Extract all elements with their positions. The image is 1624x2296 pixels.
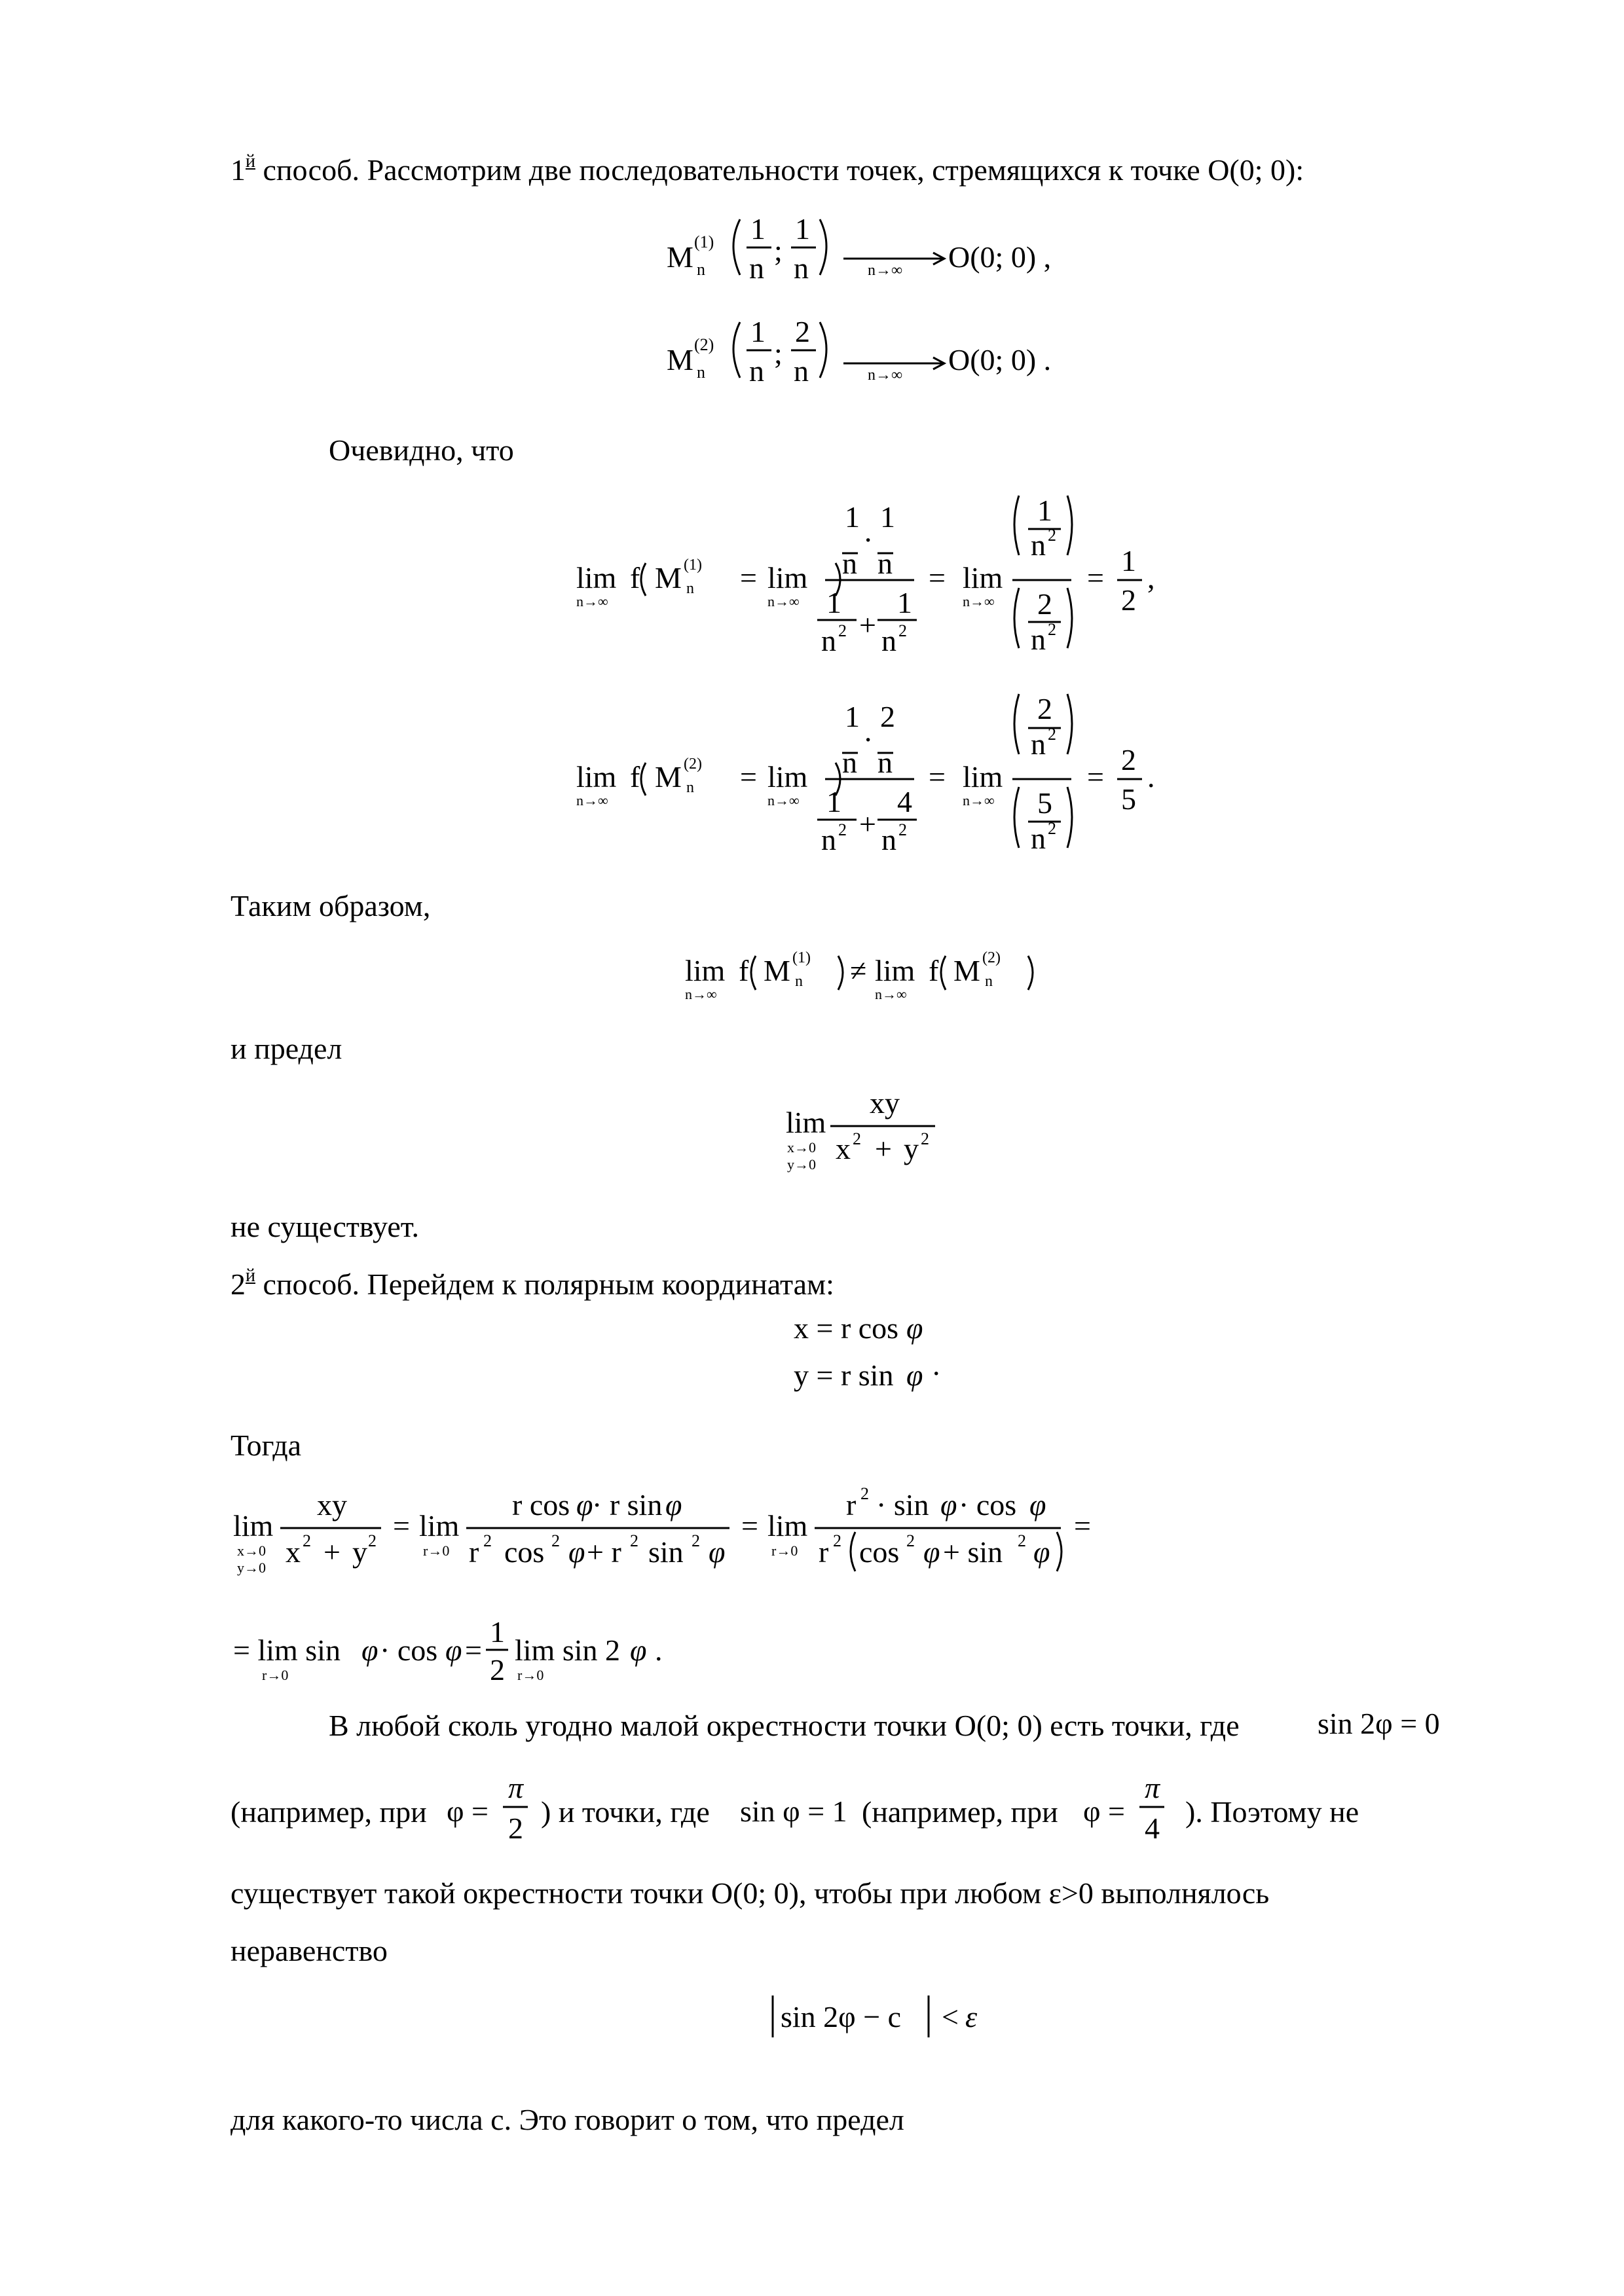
superscript: (2) bbox=[982, 949, 1001, 966]
subscript-n: n bbox=[985, 973, 993, 990]
lim-sub: n→∞ bbox=[767, 792, 800, 809]
numerator: 2 bbox=[1037, 692, 1052, 725]
paren-left bbox=[851, 1532, 855, 1571]
lim-sub: r→0 bbox=[423, 1542, 450, 1559]
lim-sub: n→∞ bbox=[767, 593, 800, 610]
paren-left bbox=[1014, 694, 1019, 754]
line2-d: lim sin 2 bbox=[515, 1633, 621, 1667]
denominator: n bbox=[881, 624, 896, 657]
numerator: 2 bbox=[1121, 743, 1136, 776]
frac1-den-a: r bbox=[469, 1535, 479, 1569]
paren-left bbox=[641, 563, 646, 596]
abs-expr: sin 2φ − c bbox=[781, 2000, 902, 2033]
denominator: n bbox=[749, 251, 764, 285]
phi: φ bbox=[940, 1488, 957, 1522]
phi: φ bbox=[445, 1633, 462, 1667]
exponent: 2 bbox=[838, 820, 847, 839]
denominator: 5 bbox=[1121, 782, 1136, 816]
target-point: O(0; 0) , bbox=[948, 240, 1052, 274]
M-symbol: M bbox=[655, 760, 682, 793]
semicolon: ; bbox=[774, 234, 783, 267]
eq-sign: = bbox=[1074, 1509, 1091, 1542]
target-point: O(0; 0) . bbox=[948, 343, 1052, 376]
exponent: 2 bbox=[906, 1531, 915, 1550]
phi-eq: φ = bbox=[447, 1795, 489, 1828]
exponent: 2 bbox=[1048, 620, 1056, 639]
period: . bbox=[1147, 760, 1155, 793]
phi: φ bbox=[906, 1358, 923, 1392]
frac1-den-c: + r bbox=[587, 1535, 621, 1569]
paren-left bbox=[751, 956, 756, 990]
den-x: x bbox=[286, 1535, 301, 1569]
lim: lim bbox=[767, 760, 808, 793]
paren-right bbox=[1067, 787, 1072, 848]
frac2-num-b: · sin bbox=[876, 1488, 929, 1522]
line2-e: . bbox=[655, 1633, 663, 1667]
frac2-den-a: r bbox=[819, 1535, 829, 1569]
para-neighborhood-a: В любой сколь угодно малой окрестности точки O(0; 0) есть точки, где bbox=[329, 1709, 1240, 1742]
numerator: 4 bbox=[897, 785, 912, 818]
superscript: (1) bbox=[694, 232, 714, 251]
exponent: 2 bbox=[303, 1531, 311, 1550]
pi-symbol: π bbox=[1145, 1771, 1160, 1804]
den-y: y bbox=[904, 1132, 919, 1165]
phi: φ bbox=[630, 1633, 647, 1667]
denominator: 2 bbox=[1121, 583, 1136, 617]
numerator: 2 bbox=[880, 700, 895, 733]
subscript-n: n bbox=[795, 973, 803, 990]
eq-sign: = bbox=[929, 760, 946, 793]
phi: φ bbox=[665, 1488, 682, 1522]
lim-sub: y→0 bbox=[787, 1156, 816, 1173]
lim: lim bbox=[963, 561, 1003, 594]
para-neighborhood-b4: ). Поэтому не bbox=[1185, 1795, 1359, 1829]
subscript-n: n bbox=[686, 580, 694, 597]
M-symbol: M bbox=[764, 954, 790, 987]
superscript: (1) bbox=[792, 949, 811, 966]
f-symbol: f bbox=[739, 954, 749, 987]
exponent: 2 bbox=[921, 1129, 929, 1148]
para-neighborhood-b1: (например, при bbox=[231, 1795, 427, 1829]
lim: lim bbox=[233, 1509, 274, 1542]
lim-sub: n→∞ bbox=[576, 593, 608, 610]
frac2-num-a: r bbox=[846, 1488, 857, 1522]
lim-sub: n→∞ bbox=[576, 792, 608, 809]
para-inequality-label: неравенство bbox=[231, 1934, 388, 1967]
numerator: 5 bbox=[1037, 786, 1052, 820]
para-conclusion: для какого-то числа c. Это говорит о том, что предел bbox=[231, 2103, 904, 2136]
frac2-den-b: cos bbox=[859, 1535, 900, 1569]
eq-sign: = bbox=[1087, 561, 1104, 594]
exponent: 2 bbox=[860, 1484, 869, 1503]
numerator: 1 bbox=[1037, 494, 1052, 527]
comma: , bbox=[1147, 561, 1155, 594]
exponent: 2 bbox=[692, 1531, 700, 1550]
numerator: 2 bbox=[795, 315, 810, 348]
plus: + bbox=[859, 608, 876, 642]
phi: φ bbox=[576, 1488, 593, 1522]
subscript-n: n bbox=[686, 779, 694, 796]
denominator: n bbox=[842, 547, 857, 580]
exponent: 2 bbox=[368, 1531, 377, 1550]
semicolon: ; bbox=[774, 337, 783, 370]
lim: lim bbox=[786, 1106, 826, 1139]
eq-sign: = bbox=[393, 1509, 410, 1542]
paren-right bbox=[1057, 1532, 1061, 1571]
line2-c: = bbox=[465, 1633, 482, 1667]
phi: φ bbox=[923, 1535, 940, 1569]
exponent: 2 bbox=[1048, 819, 1056, 838]
denominator: n bbox=[821, 823, 836, 856]
phi: φ bbox=[568, 1535, 585, 1569]
frac1-den-b: cos bbox=[504, 1535, 545, 1569]
phi: φ bbox=[709, 1535, 726, 1569]
exponent: 2 bbox=[838, 621, 847, 640]
para-neighborhood-c: существует такой окрестности точки O(0; 0), чтобы при любом ε>0 выполнялось bbox=[231, 1876, 1270, 1910]
superscript: (2) bbox=[684, 756, 702, 773]
lim-sub: n→∞ bbox=[875, 986, 907, 1002]
den-x: x bbox=[836, 1132, 851, 1165]
arrow-label: n→∞ bbox=[868, 262, 903, 279]
epsilon: ε bbox=[965, 2000, 978, 2033]
phi: φ bbox=[906, 1311, 923, 1345]
numerator: 1 bbox=[880, 500, 895, 534]
paren-right bbox=[820, 322, 826, 378]
exponent: 2 bbox=[853, 1129, 861, 1148]
eq-sign: = bbox=[740, 561, 757, 594]
lim: lim bbox=[875, 954, 915, 987]
frac2-num-c: · cos bbox=[959, 1488, 1017, 1522]
exponent: 2 bbox=[1048, 526, 1056, 545]
sin2phi-eq0: sin 2φ = 0 bbox=[1318, 1707, 1440, 1740]
paren-left bbox=[733, 219, 740, 275]
superscript: (2) bbox=[694, 335, 714, 354]
phi: φ bbox=[1033, 1535, 1050, 1569]
denominator: 4 bbox=[1145, 1812, 1160, 1845]
paren-left bbox=[733, 322, 740, 378]
lim: lim bbox=[419, 1509, 460, 1542]
denominator: 2 bbox=[508, 1812, 523, 1845]
lim-sub: n→∞ bbox=[685, 986, 717, 1002]
para-and-limit: и предел bbox=[231, 1032, 342, 1065]
paren-right bbox=[1067, 496, 1072, 555]
dot: · bbox=[863, 523, 874, 556]
denominator: n bbox=[842, 746, 857, 779]
exponent: 2 bbox=[551, 1531, 560, 1550]
line2-a: = lim sin bbox=[233, 1633, 341, 1667]
f-symbol: f bbox=[630, 561, 640, 594]
f-symbol: f bbox=[929, 954, 939, 987]
paren-right bbox=[1067, 694, 1072, 754]
period: . bbox=[932, 1348, 940, 1381]
exponent: 2 bbox=[1018, 1531, 1026, 1550]
lim: lim bbox=[576, 561, 617, 594]
denominator: n bbox=[794, 251, 809, 285]
arrow-label: n→∞ bbox=[868, 367, 903, 384]
lim-sub: y→0 bbox=[237, 1559, 266, 1576]
paren-left bbox=[1014, 588, 1019, 648]
paren-left bbox=[641, 763, 646, 795]
denominator: 2 bbox=[490, 1653, 505, 1686]
denominator: n bbox=[1031, 727, 1046, 761]
polar-y: y = r sin bbox=[794, 1358, 894, 1392]
superscript: (1) bbox=[684, 556, 702, 574]
pi-symbol: π bbox=[508, 1771, 524, 1804]
denominator: n bbox=[881, 823, 896, 856]
eq-sign: = bbox=[929, 561, 946, 594]
sinphi-eq1: sin φ = 1 bbox=[740, 1795, 847, 1828]
numerator: 1 bbox=[490, 1615, 505, 1649]
subscript-n: n bbox=[697, 363, 705, 382]
line2-b: · cos bbox=[380, 1633, 438, 1667]
lim: lim bbox=[767, 1509, 808, 1542]
numerator: xy bbox=[870, 1086, 900, 1120]
numerator: 1 bbox=[826, 586, 841, 619]
lim-sub: x→0 bbox=[237, 1542, 266, 1559]
M-symbol: M bbox=[667, 343, 693, 376]
phi: φ bbox=[361, 1633, 378, 1667]
denominator: n bbox=[821, 624, 836, 657]
lim-sub: x→0 bbox=[787, 1139, 816, 1156]
eq-sign: = bbox=[740, 760, 757, 793]
lim-sub: r→0 bbox=[262, 1667, 289, 1683]
lim: lim bbox=[685, 954, 726, 987]
denominator: n bbox=[877, 547, 893, 580]
frac1-num: r cos bbox=[512, 1488, 570, 1522]
lt-sign: < bbox=[942, 2000, 959, 2033]
numerator: 1 bbox=[750, 212, 766, 246]
subscript-n: n bbox=[697, 260, 705, 279]
exponent: 2 bbox=[898, 820, 907, 839]
denominator: n bbox=[877, 746, 893, 779]
lim: lim bbox=[963, 760, 1003, 793]
para-thus: Таким образом, bbox=[231, 889, 431, 922]
paren-left bbox=[1014, 787, 1019, 848]
M-symbol: M bbox=[667, 240, 693, 274]
paren-right bbox=[1028, 956, 1033, 990]
eq-sign: = bbox=[1087, 760, 1104, 793]
exponent: 2 bbox=[898, 621, 907, 640]
plus: + bbox=[859, 807, 876, 841]
para-obviously: Очевидно, что bbox=[329, 433, 514, 467]
M-symbol: M bbox=[953, 954, 980, 987]
frac2-den-c: + sin bbox=[943, 1535, 1003, 1569]
plus: + bbox=[323, 1535, 341, 1569]
numerator: 1 bbox=[826, 785, 841, 818]
paren-right bbox=[1067, 588, 1072, 648]
exponent: 2 bbox=[483, 1531, 492, 1550]
neq-sign: ≠ bbox=[850, 954, 867, 987]
lim-sub: r→0 bbox=[771, 1542, 798, 1559]
exponent: 2 bbox=[833, 1531, 841, 1550]
lim: lim bbox=[576, 760, 617, 793]
numerator: 1 bbox=[1121, 544, 1136, 577]
numerator: 1 bbox=[795, 212, 810, 246]
denominator: n bbox=[1031, 623, 1046, 656]
exponent: 2 bbox=[1048, 725, 1056, 744]
lim-sub: r→0 bbox=[517, 1667, 544, 1683]
paren-right bbox=[838, 956, 843, 990]
denominator: n bbox=[749, 354, 764, 388]
para-neighborhood-b3: (например, при bbox=[862, 1795, 1058, 1829]
para-then: Тогда bbox=[231, 1429, 302, 1462]
numerator: 2 bbox=[1037, 587, 1052, 621]
phi-eq: φ = bbox=[1083, 1795, 1125, 1828]
para-neighborhood-b2: ) и точки, где bbox=[541, 1795, 710, 1829]
numerator: 1 bbox=[897, 586, 912, 619]
para-not-exists: не существует. bbox=[231, 1210, 419, 1243]
dot: · bbox=[863, 723, 874, 756]
eq-sign: = bbox=[741, 1509, 758, 1542]
denominator: n bbox=[794, 354, 809, 388]
numerator: 1 bbox=[845, 700, 860, 733]
M-symbol: M bbox=[655, 561, 682, 594]
lim: lim bbox=[767, 561, 808, 594]
frac1-den-d: sin bbox=[648, 1535, 684, 1569]
phi: φ bbox=[1029, 1488, 1046, 1522]
frac1-mid: · r sin bbox=[592, 1488, 663, 1522]
paren-left bbox=[941, 956, 946, 990]
paren-right bbox=[820, 219, 826, 275]
den-y: y bbox=[352, 1535, 367, 1569]
denominator: n bbox=[1031, 528, 1046, 562]
exponent: 2 bbox=[630, 1531, 638, 1550]
numerator: xy bbox=[317, 1488, 347, 1522]
numerator: 1 bbox=[845, 500, 860, 534]
denominator: n bbox=[1031, 822, 1046, 855]
numerator: 1 bbox=[750, 315, 766, 348]
plus: + bbox=[875, 1132, 892, 1165]
para-method-2: $2^й$ способ. Перейдем к полярным координатам: bbox=[231, 1266, 834, 1301]
para-method-1: $1^й$ способ. Рассмотрим две последовательности точек, стремящихся к точке O(0; 0): bbox=[231, 151, 1304, 187]
lim-sub: n→∞ bbox=[963, 593, 995, 610]
lim-sub: n→∞ bbox=[963, 792, 995, 809]
f-symbol: f bbox=[630, 760, 640, 793]
polar-x: x = r cos bbox=[794, 1311, 899, 1345]
paren-left bbox=[1014, 496, 1019, 555]
